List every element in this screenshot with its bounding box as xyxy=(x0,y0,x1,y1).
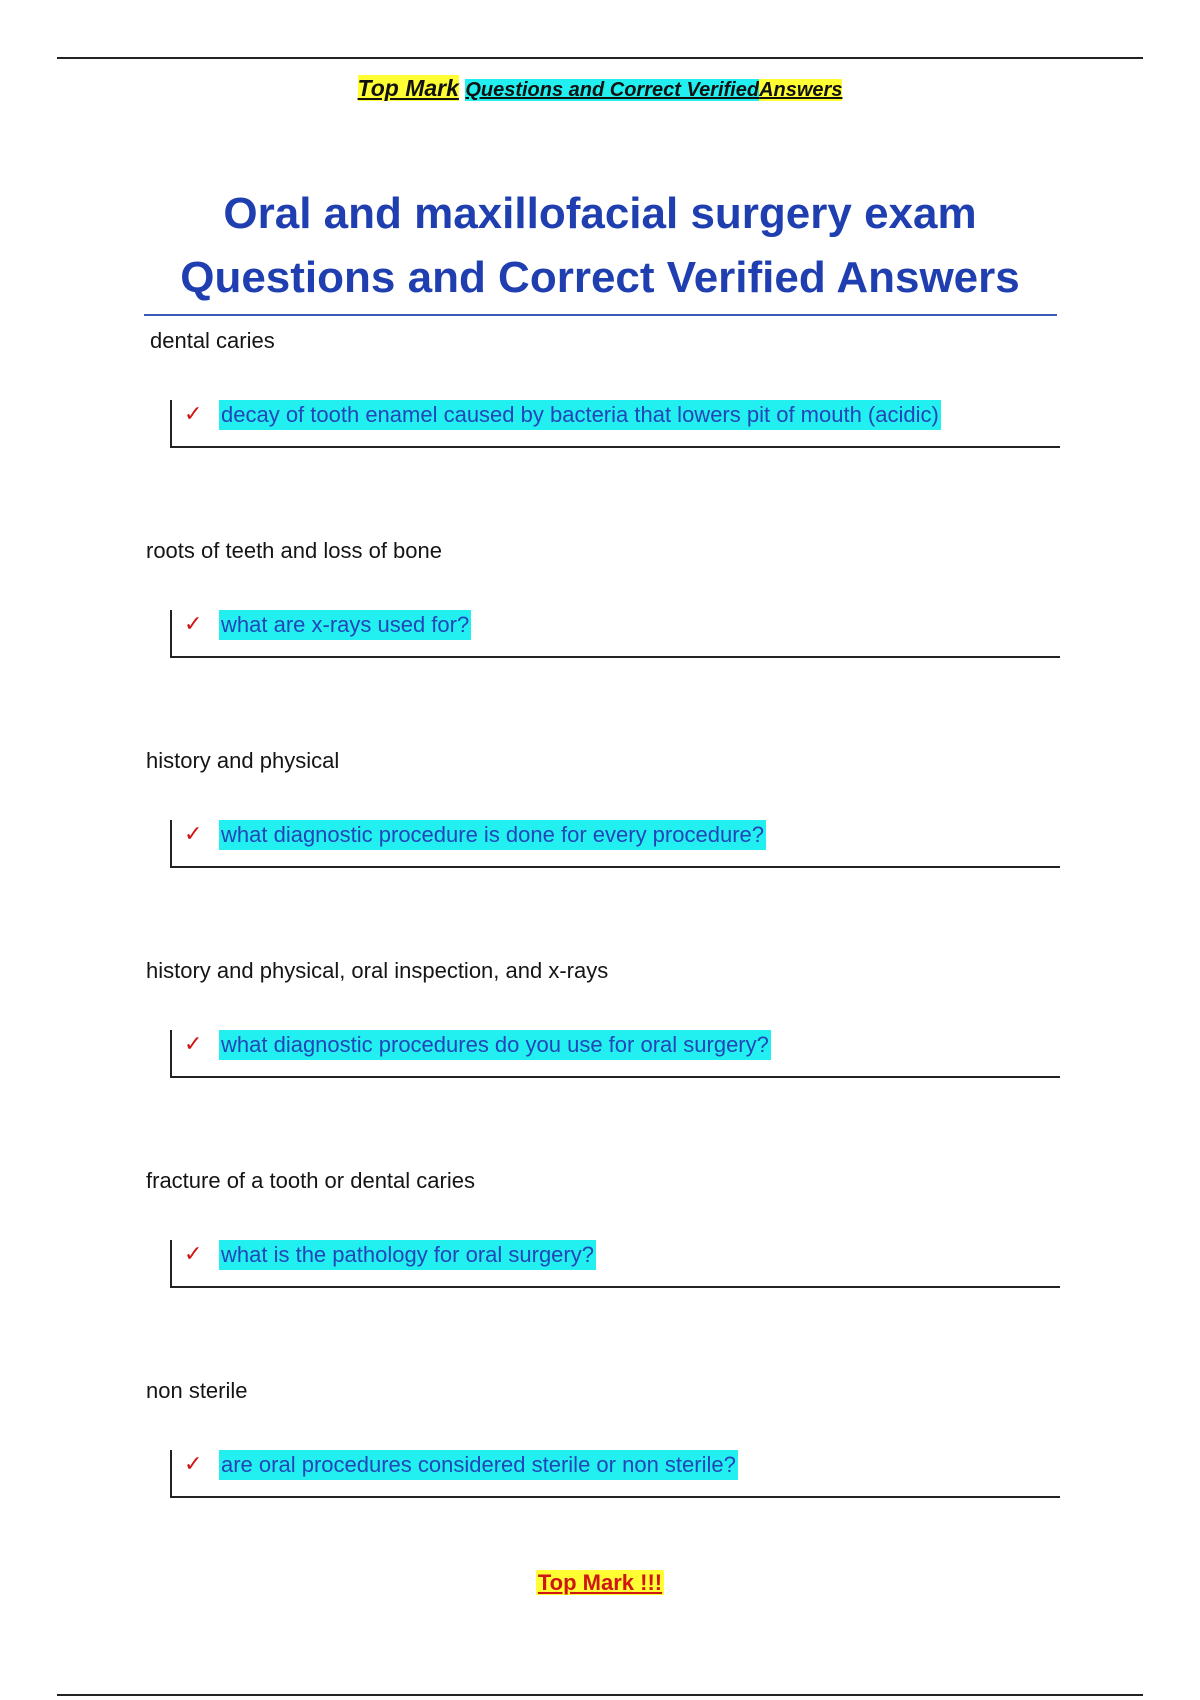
document-title-line2: Questions and Correct Verified Answers xyxy=(180,253,1020,302)
check-icon: ✓ xyxy=(184,1452,203,1477)
qa-answer-text: what diagnostic procedure is done for every procedure? xyxy=(219,820,766,850)
footer-mark xyxy=(0,1568,1200,1598)
header-brand: Top Mark xyxy=(357,75,459,101)
qa-answer-text: what are x-rays used for? xyxy=(219,610,471,640)
document-title-line1: Oral and maxillofacial surgery exam xyxy=(223,189,977,238)
header-banner xyxy=(0,72,1200,106)
qa-answer-box xyxy=(170,610,1060,658)
qa-answer-box xyxy=(170,1030,1060,1078)
qa-item xyxy=(0,536,1200,726)
qa-answer-box xyxy=(170,400,1060,448)
check-icon: ✓ xyxy=(184,1242,203,1267)
qa-term: history and physical, oral inspection, and x-rays xyxy=(146,958,609,983)
qa-item xyxy=(0,956,1200,1146)
qa-term: fracture of a tooth or dental caries xyxy=(146,1168,475,1193)
qa-answer-box xyxy=(170,1240,1060,1288)
qa-answer-text: are oral procedures considered sterile or non sterile? xyxy=(219,1450,738,1480)
qa-item xyxy=(0,326,1200,516)
qa-term: non sterile xyxy=(146,1378,248,1403)
qa-answer-text: what is the pathology for oral surgery? xyxy=(219,1240,596,1270)
check-icon: ✓ xyxy=(184,402,203,427)
qa-item xyxy=(0,1376,1200,1566)
document-title xyxy=(140,182,1060,310)
qa-item xyxy=(0,746,1200,936)
header-subtitle: Questions and Correct Verified xyxy=(465,79,760,101)
check-icon: ✓ xyxy=(184,1032,203,1057)
qa-term: dental caries xyxy=(150,328,275,353)
check-icon: ✓ xyxy=(184,612,203,637)
title-underline xyxy=(144,314,1057,316)
page-bottom-rule xyxy=(57,1694,1143,1696)
qa-term: history and physical xyxy=(146,748,340,773)
page-top-rule xyxy=(57,57,1143,59)
qa-term: roots of teeth and loss of bone xyxy=(146,538,442,563)
qa-answer-box xyxy=(170,1450,1060,1498)
header-subtitle-end: Answers xyxy=(759,79,843,101)
check-icon: ✓ xyxy=(184,822,203,847)
qa-answer-text: decay of tooth enamel caused by bacteria that lowers pit of mouth (acidic) xyxy=(219,400,941,430)
qa-answer-text: what diagnostic procedures do you use for oral surgery? xyxy=(219,1030,771,1060)
qa-answer-box xyxy=(170,820,1060,868)
qa-item xyxy=(0,1166,1200,1356)
footer-mark-text: Top Mark !!! xyxy=(537,1570,663,1595)
